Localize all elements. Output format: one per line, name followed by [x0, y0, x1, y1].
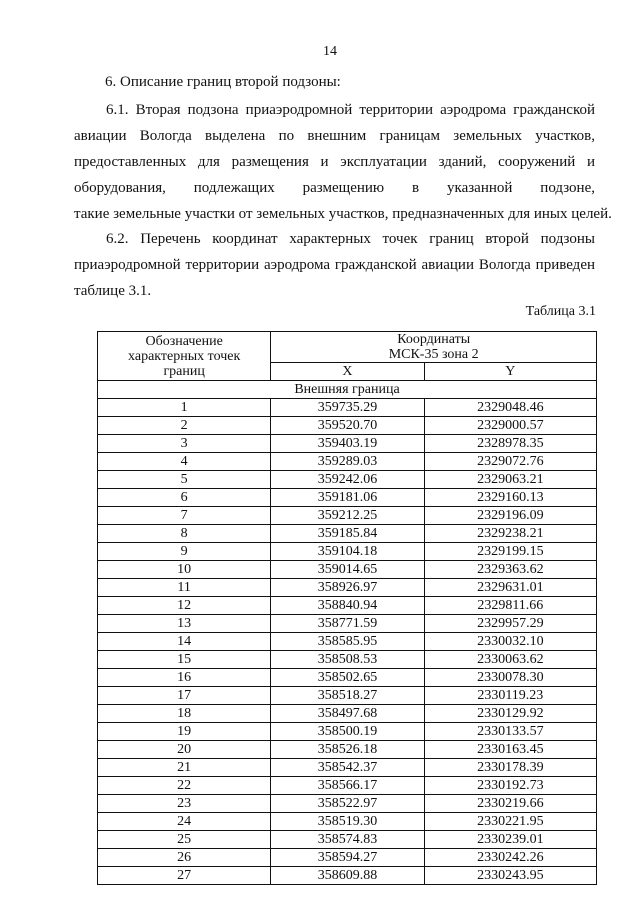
y-coordinate-cell: 2329238.21 [424, 525, 596, 543]
y-coordinate-cell: 2330243.95 [424, 867, 596, 885]
x-coordinate-cell: 359735.29 [271, 399, 424, 417]
point-number-cell: 13 [98, 615, 271, 633]
table-row [98, 651, 597, 669]
table-row [98, 489, 597, 507]
y-coordinate-cell: 2330032.10 [424, 633, 596, 651]
header-point-designation [98, 332, 271, 381]
x-coordinate-cell: 358542.37 [271, 759, 424, 777]
table-row [98, 525, 597, 543]
table-row [98, 399, 597, 417]
x-coordinate-cell: 359185.84 [271, 525, 424, 543]
point-number-cell: 11 [98, 579, 271, 597]
table-row [98, 687, 597, 705]
point-number-cell: 2 [98, 417, 271, 435]
x-coordinate-cell: 358522.97 [271, 795, 424, 813]
point-number-cell: 19 [98, 723, 271, 741]
table-section-label: Внешняя граница [98, 381, 597, 399]
point-number-cell: 14 [98, 633, 271, 651]
point-number-cell: 7 [98, 507, 271, 525]
header-designation-line: Обозначение [145, 333, 223, 349]
point-number-cell: 9 [98, 543, 271, 561]
point-number-cell: 20 [98, 741, 271, 759]
y-coordinate-cell: 2330242.26 [424, 849, 596, 867]
x-coordinate-cell: 358609.88 [271, 867, 424, 885]
x-coordinate-cell: 358585.95 [271, 633, 424, 651]
x-coordinate-cell: 359403.19 [271, 435, 424, 453]
x-coordinate-cell: 359212.25 [271, 507, 424, 525]
table-row [98, 471, 597, 489]
page-number: 14 [323, 44, 337, 59]
point-number-cell: 4 [98, 453, 271, 471]
x-coordinate-cell: 359242.06 [271, 471, 424, 489]
table-row [98, 849, 597, 867]
table-row [98, 633, 597, 651]
point-number-cell: 23 [98, 795, 271, 813]
table-row [98, 453, 597, 471]
point-number-cell: 27 [98, 867, 271, 885]
x-coordinate-cell: 359104.18 [271, 543, 424, 561]
y-coordinate-cell: 2330078.30 [424, 669, 596, 687]
header-designation-line: характерных точек [128, 348, 241, 364]
table-row [98, 561, 597, 579]
header-designation-line: границ [163, 363, 205, 379]
y-coordinate-cell: 2329363.62 [424, 561, 596, 579]
point-number-cell: 3 [98, 435, 271, 453]
x-coordinate-cell: 359289.03 [271, 453, 424, 471]
table-row [98, 507, 597, 525]
point-number-cell: 25 [98, 831, 271, 849]
x-coordinate-cell: 358840.94 [271, 597, 424, 615]
header-coordinates [271, 332, 597, 363]
y-coordinate-cell: 2330219.66 [424, 795, 596, 813]
table-row [98, 795, 597, 813]
coordinates-table [97, 331, 597, 885]
point-number-cell: 22 [98, 777, 271, 795]
y-coordinate-cell: 2330133.57 [424, 723, 596, 741]
coordinates-table-body [98, 381, 597, 885]
table-row [98, 777, 597, 795]
table-row [98, 579, 597, 597]
x-coordinate-cell: 359520.70 [271, 417, 424, 435]
section-heading: 6. Описание границ второй подзоны: [105, 74, 341, 90]
header-x: X [271, 363, 424, 381]
paragraph-6-1 [74, 97, 612, 227]
point-number-cell: 17 [98, 687, 271, 705]
header-coordinates-line: Координаты [397, 332, 471, 347]
y-coordinate-cell: 2330119.23 [424, 687, 596, 705]
x-coordinate-cell: 358500.19 [271, 723, 424, 741]
x-coordinate-cell: 358518.27 [271, 687, 424, 705]
x-coordinate-cell: 358574.83 [271, 831, 424, 849]
table-row [98, 867, 597, 885]
y-coordinate-cell: 2330192.73 [424, 777, 596, 795]
point-number-cell: 16 [98, 669, 271, 687]
table-row [98, 705, 597, 723]
y-coordinate-cell: 2330129.92 [424, 705, 596, 723]
y-coordinate-cell: 2329048.46 [424, 399, 596, 417]
point-number-cell: 18 [98, 705, 271, 723]
y-coordinate-cell: 2330163.45 [424, 741, 596, 759]
x-coordinate-cell: 358526.18 [271, 741, 424, 759]
point-number-cell: 6 [98, 489, 271, 507]
y-coordinate-cell: 2330239.01 [424, 831, 596, 849]
paragraph-line: авиации Вологда выделена по внешним границам земельных участков, [74, 128, 595, 144]
y-coordinate-cell: 2329160.13 [424, 489, 596, 507]
paragraph-6-2 [74, 226, 595, 304]
paragraph-line: таблице 3.1. [74, 283, 152, 299]
paragraph-line: предоставленных для размещения и эксплуатации зданий, сооружений и [74, 154, 595, 170]
point-number-cell: 15 [98, 651, 271, 669]
y-coordinate-cell: 2328978.35 [424, 435, 596, 453]
table-row [98, 615, 597, 633]
x-coordinate-cell: 358926.97 [271, 579, 424, 597]
point-number-cell: 21 [98, 759, 271, 777]
paragraph-line: оборудования, подлежащих размещению в указанной подзоне, [74, 180, 595, 196]
x-coordinate-cell: 359181.06 [271, 489, 424, 507]
paragraph-line: 6.1. Вторая подзона приаэродромной территории аэродрома гражданской [106, 102, 595, 118]
table-row [98, 759, 597, 777]
table-row [98, 543, 597, 561]
table-row [98, 741, 597, 759]
table-row [98, 417, 597, 435]
x-coordinate-cell: 358566.17 [271, 777, 424, 795]
y-coordinate-cell: 2329957.29 [424, 615, 596, 633]
paragraph-line: такие земельные участки от земельных участков, предназначенных для иных целей. [74, 206, 612, 222]
table-row [98, 813, 597, 831]
point-number-cell: 10 [98, 561, 271, 579]
y-coordinate-cell: 2329199.15 [424, 543, 596, 561]
table-row [98, 831, 597, 849]
y-coordinate-cell: 2330063.62 [424, 651, 596, 669]
y-coordinate-cell: 2329000.57 [424, 417, 596, 435]
y-coordinate-cell: 2329072.76 [424, 453, 596, 471]
x-coordinate-cell: 358771.59 [271, 615, 424, 633]
table-row [98, 597, 597, 615]
y-coordinate-cell: 2329631.01 [424, 579, 596, 597]
point-number-cell: 1 [98, 399, 271, 417]
y-coordinate-cell: 2330178.39 [424, 759, 596, 777]
paragraph-line: приаэродромной территории аэродрома гражданской авиации Вологда приведен [74, 257, 595, 273]
x-coordinate-cell: 358519.30 [271, 813, 424, 831]
y-coordinate-cell: 2330221.95 [424, 813, 596, 831]
y-coordinate-cell: 2329196.09 [424, 507, 596, 525]
table-row [98, 435, 597, 453]
paragraph-line: 6.2. Перечень координат характерных точек границ второй подзоны [106, 231, 595, 247]
header-coordinates-line: МСК-35 зона 2 [388, 347, 479, 362]
x-coordinate-cell: 359014.65 [271, 561, 424, 579]
y-coordinate-cell: 2329063.21 [424, 471, 596, 489]
x-coordinate-cell: 358497.68 [271, 705, 424, 723]
table-row [98, 723, 597, 741]
point-number-cell: 5 [98, 471, 271, 489]
x-coordinate-cell: 358594.27 [271, 849, 424, 867]
table-row [98, 669, 597, 687]
x-coordinate-cell: 358502.65 [271, 669, 424, 687]
header-y: Y [424, 363, 596, 381]
y-coordinate-cell: 2329811.66 [424, 597, 596, 615]
point-number-cell: 24 [98, 813, 271, 831]
x-coordinate-cell: 358508.53 [271, 651, 424, 669]
point-number-cell: 12 [98, 597, 271, 615]
table-caption: Таблица 3.1 [525, 304, 596, 319]
point-number-cell: 26 [98, 849, 271, 867]
point-number-cell: 8 [98, 525, 271, 543]
